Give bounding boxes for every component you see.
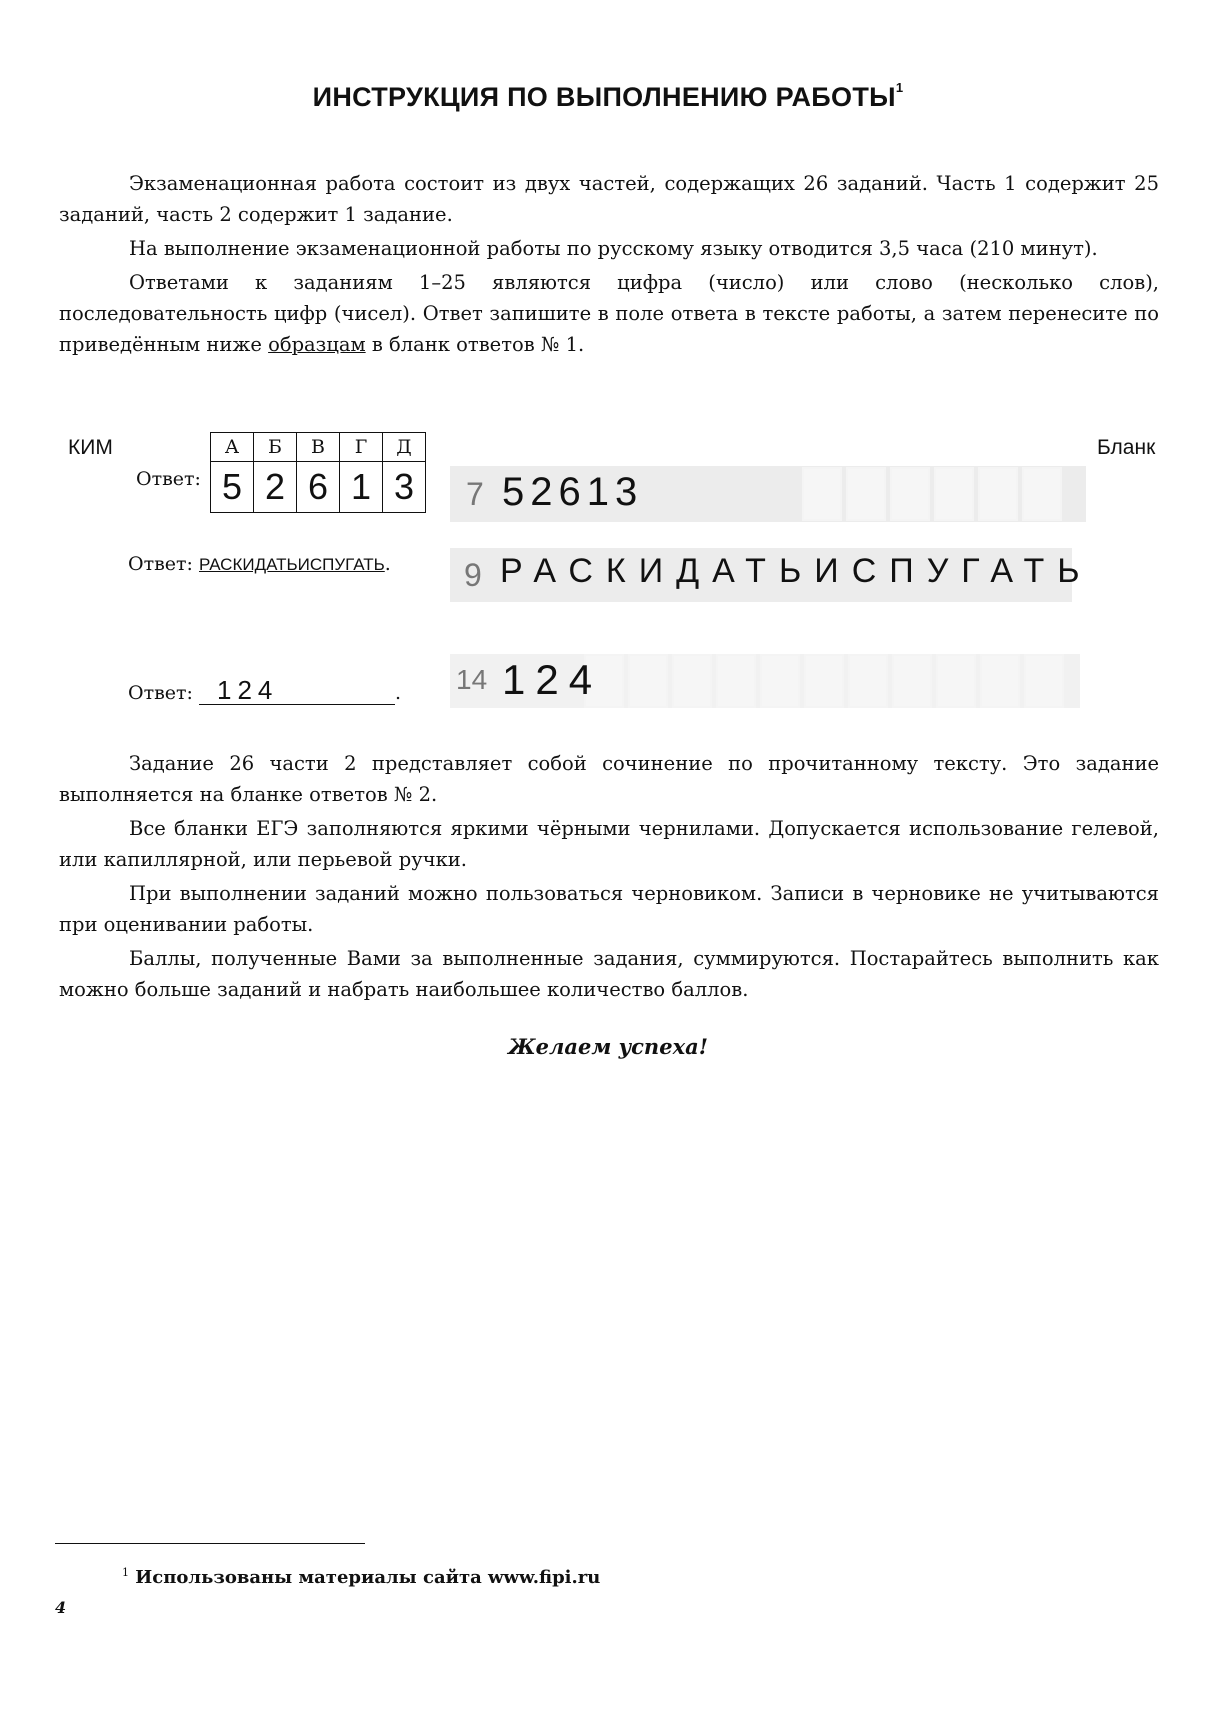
blank-cell (760, 654, 800, 708)
blank-cell (978, 467, 1018, 521)
page-number: 4 (55, 1598, 67, 1617)
blank-row-1 (450, 466, 1086, 522)
blank-cell (890, 467, 930, 521)
blank-empty-cells (584, 654, 1068, 708)
blank-cell (934, 467, 974, 521)
intro-paragraph-3: Ответами к заданиям 1–25 являются цифра (число) или слово (несколько слов), последовательность цифр (чисел). Ответ запишите в поле ответа в тексте работы, а затем перенесите по приведённым ниже образцам в бланк ответов № 1. (59, 271, 1159, 356)
footnote (122, 1566, 600, 1588)
rules-text (59, 748, 1159, 1005)
rules-paragraph-4: Баллы, полученные Вами за выполненные задания, суммируются. Постарайтесь выполнить как можно больше заданий и набрать наибольшее количество баллов. (59, 947, 1159, 1001)
blank-row-2 (450, 548, 1093, 602)
blank-cell (936, 654, 976, 708)
rules-paragraph-2: Все бланки ЕГЭ заполняются яркими чёрными чернилами. Допускается использование гелевой, или капиллярной, или перьевой ручки. (59, 817, 1159, 871)
table-value-cell: 2 (254, 462, 297, 513)
blank-row-2-number: 9 (464, 557, 482, 593)
blank-row-1-number: 7 (466, 476, 484, 512)
blank-cell (628, 654, 668, 708)
blank-row-3-value: 124 (502, 656, 603, 703)
blank-empty-cells (802, 467, 1066, 521)
table-header-cell: Д (383, 433, 426, 462)
footnote-divider (55, 1543, 365, 1544)
footnote-mark: 1 (122, 1566, 129, 1579)
page-title: ИНСТРУКЦИЯ ПО ВЫПОЛНЕНИЮ РАБОТЫ$^1$ (312, 80, 904, 112)
blank-cell (848, 654, 888, 708)
answer-row-3-value: 124 (199, 676, 395, 705)
blank-cell (716, 654, 756, 708)
footnote-text: Использованы материалы сайта www.fipi.ru (135, 1567, 601, 1588)
answer-row-3: Ответ: 124 . (128, 675, 402, 705)
table-header-cell: Г (340, 433, 383, 462)
table-header-cell: В (297, 433, 340, 462)
closing-wish: Желаем успеха! (508, 1034, 708, 1059)
rules-paragraph-1: Задание 26 части 2 представляет собой сочинение по прочитанному тексту. Это задание выполняется на бланке ответов № 2. (59, 752, 1159, 806)
table-value-cell: 3 (383, 462, 426, 513)
blank-cell (1022, 467, 1062, 521)
blank-row-1-value: 52613 (502, 470, 644, 514)
answer-label-1: Ответ: (136, 468, 201, 490)
table-value-cell: 6 (297, 462, 340, 513)
blank-cell (980, 654, 1020, 708)
blank-row-3-number: 14 (456, 664, 488, 695)
table-value-cell: 5 (211, 462, 254, 513)
intro-paragraph-1: Экзаменационная работа состоит из двух частей, содержащих 26 заданий. Часть 1 содержит 25 заданий, часть 2 содержит 1 задание. (59, 172, 1159, 226)
answer-row-2: Ответ: РАСКИДАТЬИСПУГАТЬ. (128, 553, 391, 575)
blank-cell (1024, 654, 1064, 708)
table-value-cell: 1 (340, 462, 383, 513)
blank-row-2-value: РАСКИДАТЬИСПУГАТЬ (500, 552, 1093, 590)
blank-cell (846, 467, 886, 521)
blank-cell (892, 654, 932, 708)
rules-paragraph-3: При выполнении заданий можно пользоваться черновиком. Записи в черновике не учитываются при оценивании работы. (59, 882, 1159, 936)
table-header-cell: Б (254, 433, 297, 462)
blank-cell (802, 467, 842, 521)
blank-cell (804, 654, 844, 708)
table-header-cell: А (211, 433, 254, 462)
blank-label: Бланк (1097, 436, 1156, 459)
kim-label: КИМ (68, 436, 113, 459)
answer-row-2-value: РАСКИДАТЬИСПУГАТЬ (199, 555, 385, 574)
samples-link: образцам (268, 333, 366, 356)
title-footnote-mark: 1 (895, 80, 904, 95)
intro-paragraph-2: На выполнение экзаменационной работы по русскому языку отводится 3,5 часа (210 минут). (129, 237, 1098, 260)
blank-row-3 (450, 654, 1080, 708)
blank-cell (672, 654, 712, 708)
kim-answer-table (210, 432, 426, 513)
intro-text (59, 168, 1159, 360)
